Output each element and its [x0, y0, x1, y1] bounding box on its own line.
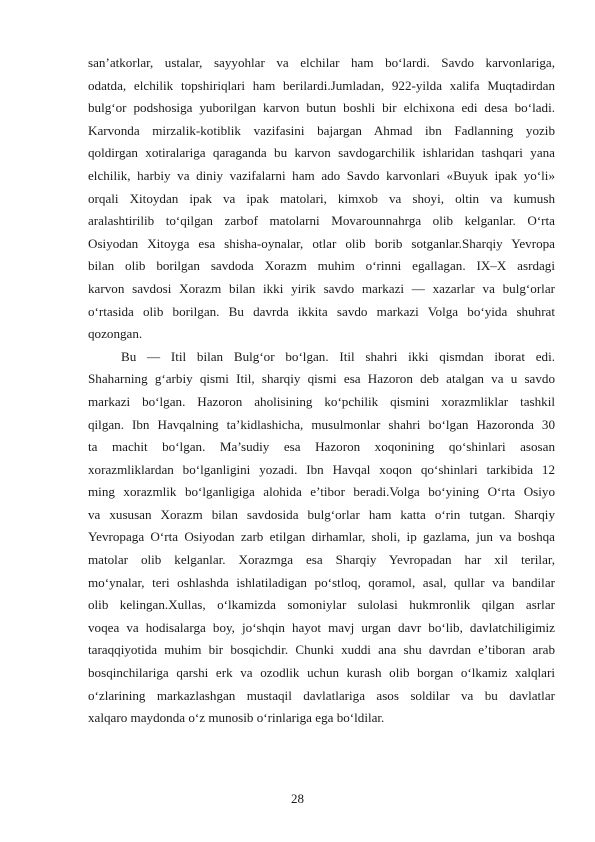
text-line: elchilik, harbiy va diniy vazifalarni ham ado Savdo karvonlari «Buyuk ipak yo‘li»: [88, 167, 555, 183]
text-line: Bu — Itil bilan Bulg‘or bo‘lgan. Itil shahri ikki qismdan iborat edi.: [121, 348, 555, 364]
text-line: qoldirgan xotiralariga qaraganda bu karvon savdogarchilik ishlaridan tashqari yana: [88, 145, 555, 161]
text-line: xalqaro maydonda o‘z munosib o‘rinlariga ega bo‘ldilar.: [88, 710, 385, 726]
text-line: ta machit bo‘lgan. Ma’sudiy esa Hazoron xoqonining qo‘shinlari asosan: [88, 439, 555, 455]
text-line: Osiyodan Xitoyga esa shisha-oynalar, otlar olib borib sotganlar.Sharqiy Yevropa: [88, 235, 555, 251]
text-line: Karvonda mirzalik-kotiblik vazifasini bajargan Ahmad ibn Fadlanning yozib: [88, 122, 555, 138]
text-line: taraqqiyotida muhim bir bosqichdir. Chunki xuddi ana shu davrdan e’tiboran arab: [88, 642, 555, 658]
page-number: 28: [291, 791, 304, 806]
text-line: olib kelingan.Xullas, o‘lkamizda somoniylar sulolasi hukmronlik qilgan asrlar: [88, 597, 555, 613]
text-line: karvon savdosi Xorazm bilan ikki yirik savdo markazi — xazarlar va bulg‘orlar: [88, 280, 555, 296]
text-line: aralashtirilib to‘qilgan zarbof matolarni Movarounnahrga olib kelganlar. O‘rta: [88, 213, 555, 229]
text-line: markazi bo‘lgan. Hazoron aholisining ko‘pchilik qismini xorazmliklar tashkil: [88, 393, 555, 409]
paragraph-2: [88, 346, 555, 730]
text-line: voqea va hodisalarga boy, jo‘shqin hayot mavj urgan davr bo‘lib, davlatchiligimiz: [88, 619, 555, 635]
text-line: va xususan Xorazm bilan savdosida bulg‘orlar ham katta o‘rin tutgan. Sharqiy: [88, 506, 555, 522]
text-line: odatda, elchilik topshiriqlari ham berilardi.Jumladan, 922-yilda xalifa Muqtadirdan: [88, 77, 555, 93]
text-line: qilgan. Ibn Havqalning ta’kidlashicha, musulmonlar shahri bo‘lgan Hazoronda 30: [88, 416, 555, 432]
text-line: o‘rtasida olib borilgan. Bu davrda ikkita savdo markazi Volga bo‘yida shuhrat: [88, 303, 555, 319]
text-line: orqali Xitoydan ipak va ipak matolari, kimxob va shoyi, oltin va kumush: [88, 190, 555, 206]
text-line: Yevropaga O‘rta Osiyodan zarb etilgan dirhamlar, sholi, ip gazlama, jun va boshqa: [88, 529, 555, 545]
body-text: [88, 52, 555, 730]
text-line: qozongan.: [88, 326, 143, 342]
text-line: ming xorazmlik bo‘lganligiga alohida e’tibor beradi.Volga bo‘yining O‘rta Osiyo: [88, 484, 555, 500]
text-line: Shaharning g‘arbiy qismi Itil, sharqiy qismi esa Hazoron deb atalgan va u savdo: [88, 371, 555, 387]
text-line: bulg‘or podshosiga yuborilgan karvon butun boshli bir elchixona edi desa bo‘ladi.: [88, 100, 555, 116]
text-line: o‘zlarining markazlashgan mustaqil davlatlariga asos soldilar va bu davlatlar: [88, 687, 555, 703]
text-line: bosqinchilariga qarshi erk va ozodlik uchun kurash olib borgan o‘lkamiz xalqlari: [88, 665, 555, 681]
text-line: san’atkorlar, ustalar, sayyohlar va elchilar ham bo‘lardi. Savdo karvonlariga,: [88, 55, 555, 70]
paragraph-1: [88, 52, 555, 346]
text-line: xorazmliklardan bo‘lganligini yozadi. Ibn Havqal xoqon qo‘shinlari tarkibida 12: [88, 461, 555, 477]
text-line: mo‘ynalar, teri oshlashda ishlatiladigan po‘stloq, qoramol, asal, qullar va bandilar: [88, 574, 555, 590]
text-line: matolar olib kelganlar. Xorazmga esa Sharqiy Yevropadan har xil terilar,: [88, 552, 555, 568]
text-line: bilan olib borilgan savdoda Xorazm muhim o‘rinni egallagan. IX–X asrdagi: [88, 258, 555, 274]
